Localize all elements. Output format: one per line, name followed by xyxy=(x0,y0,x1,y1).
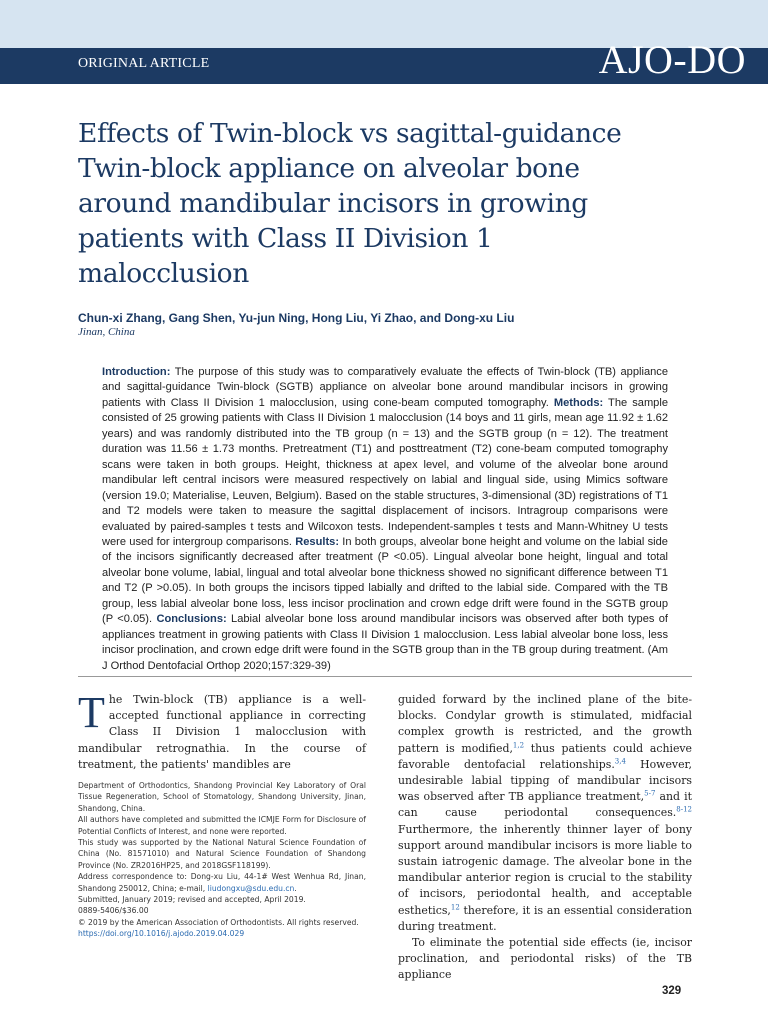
footnote-correspondence: Address correspondence to: Dong-xu Liu, 44-1# West Wenhua Rd, Jinan, Shandong 250012, China; e-mail, liudongxu@sdu.edu.cn. xyxy=(78,872,366,893)
reference-citation[interactable]: 3,4 xyxy=(614,757,626,766)
footnotes xyxy=(78,780,366,940)
author-list: Chun-xi Zhang, Gang Shen, Yu-jun Ning, Hong Liu, Yi Zhao, and Dong-xu Liu xyxy=(78,311,515,325)
abstract-introduction-label: Introduction: xyxy=(102,366,171,378)
doi-link[interactable]: https://doi.org/10.1016/j.ajodo.2019.04.029 xyxy=(78,929,245,939)
body-paragraph-1: guided forward by the inclined plane of the bite-blocks. Condylar growth is stimulated, midfacial complex growth is restricted, and the growth pattern is modified,$^{1,2}$ thus patients could achieve favorable dentofacial relationships.$^{3,4}$ However, undesirable labial tipping of mandibular incisors was observed after TB appliance treatment,$^{5-7}$ and it can cause periodontal consequences.$^{8-12}$ Furthermore, the inherently thinner layer of bony support around mandibular incisors is more liable to sustain iatrogenic damage. The alveolar bone in the mandibular anterior region is crucial to the stability of incisors, periodontal health, and acceptable esthetics,$^{12}$ therefore, it is an essential consideration during treatment. xyxy=(398,693,693,933)
abstract-conclusions-label: Conclusions: xyxy=(156,613,227,626)
footnote-issn: 0889-5406/$36.00 xyxy=(78,906,149,916)
footnote-funding: This study was supported by the National Natural Science Foundation of China (No. 81571010) and Natural Science Foundation of Shandong Province (No. ZR2016HP25, and 2018GSF118199). xyxy=(78,838,366,870)
reference-citation[interactable]: 1,2 xyxy=(512,740,525,749)
abstract-methods-text: The sample consisted of 25 growing patients with Class II Division 1 malocclusion (14 boys and 11 girls, mean age 11.92 ± 1.62 years) and was randomly distributed into the TB group (n = 13) and the SGTB group (n = 12). The treatment duration was 11.56 ± 1.73 months. Pretreatment (T1) and posttreatment (T2) cone-beam computed tomography scans were taken in both groups. Height, thickness at apex level, and volume of the alveolar bone around mandibular left central incisors were measured respectively on labial and lingual side, using Mimics software (version 19.0; Materialise, Leuven, Belgium). Based on the stable structures, 3-dimensional (3D) registrations of T1 and T2 models were taken to measure the sagittal displacement of incisors. Intragroup comparisons were evaluated by paired-samples t tests and Wilcoxon tests. Independent-samples t tests and Mann-Whitney U tests were used for intergroup comparisons. xyxy=(102,396,668,548)
reference-citation[interactable]: 12 xyxy=(450,903,460,912)
section-label: ORIGINAL ARTICLE xyxy=(78,56,210,71)
intro-paragraph-text: he Twin-block (TB) appliance is a well-accepted functional appliance in correcting Class II Division 1 malocclusion with mandibular retrognathia. In the course of treatment, the patients' mandibles are xyxy=(78,693,366,771)
footnote-dates: Submitted, January 2019; revised and accepted, April 2019. xyxy=(78,895,306,905)
reference-citation[interactable]: 5-7 xyxy=(644,789,656,798)
page-number: 329 xyxy=(662,985,682,997)
email-link[interactable]: liudongxu@sdu.edu.cn xyxy=(207,883,295,893)
abstract-results-text: In both groups, alveolar bone height and volume on the labial side of the incisors significantly decreased after treatment (P <0.05). Lingual alveolar bone height, lingual and total alveolar bone volume, labial, lingual and total alveolar bone thickness showed no significant difference between T1 and T2 (P >0.05). In both groups the incisors tipped labially and drifted to the labial side. Compared with the TB group, less labial alveolar bone loss, less incisor proclination and crown edge drift were found in the SGTB group (P <0.05). xyxy=(102,535,668,626)
abstract-introduction-text: The purpose of this study was to comparatively evaluate the effects of Twin-block (TB) appliance and sagittal-guidance Twin-block (SGTB) appliance on alveolar bone around mandibular incisors in growing patients with Class II Division 1 malocclusion, using cone-beam computed tomography. xyxy=(102,366,668,409)
abstract xyxy=(102,365,668,674)
abstract-conclusions-text: Labial alveolar bone loss around mandibular incisors was observed after both types of appliances treatment in growing patients with Class II Division 1 malocclusion. Less labial alveolar bone loss, less incisor proclination, and crown edge drift were found in the SGTB group than in the TB group during treatment. (Am J Orthod Dentofacial Orthop 2020;157:329-39) xyxy=(102,613,669,672)
footnote-disclosure: All authors have completed and submitted the ICMJE Form for Disclosure of Potential Conflicts of Interest, and none were reported. xyxy=(78,815,366,836)
body-paragraph-2: To eliminate the potential side effects (ie, incisor proclination, and periodontal risks) of the TB appliance xyxy=(398,936,692,982)
abstract-divider xyxy=(78,676,692,677)
journal-logo: AJO-DO xyxy=(598,37,746,82)
footnote-copyright: © 2019 by the American Association of Orthodontists. All rights reserved. xyxy=(78,917,359,927)
drop-cap: T xyxy=(78,688,105,737)
article-title: Effects of Twin-block vs sagittal-guidance Twin-block appliance on alveolar bone around mandibular incisors in growing patients with Class II Division 1 malocclusion xyxy=(78,118,622,289)
reference-citation[interactable]: 8-12 xyxy=(676,805,692,814)
body-column-left xyxy=(78,688,366,773)
abstract-methods-label: Methods: xyxy=(553,396,604,409)
abstract-results-label: Results: xyxy=(295,535,340,548)
footnote-affiliation: Department of Orthodontics, Shandong Provincial Key Laboratory of Oral Tissue Regeneration, School of Stomatology, Shandong University, Jinan, Shandong, China. xyxy=(78,781,366,813)
intro-paragraph xyxy=(78,688,366,773)
body-column-right xyxy=(398,692,692,984)
author-location: Jinan, China xyxy=(78,326,135,338)
